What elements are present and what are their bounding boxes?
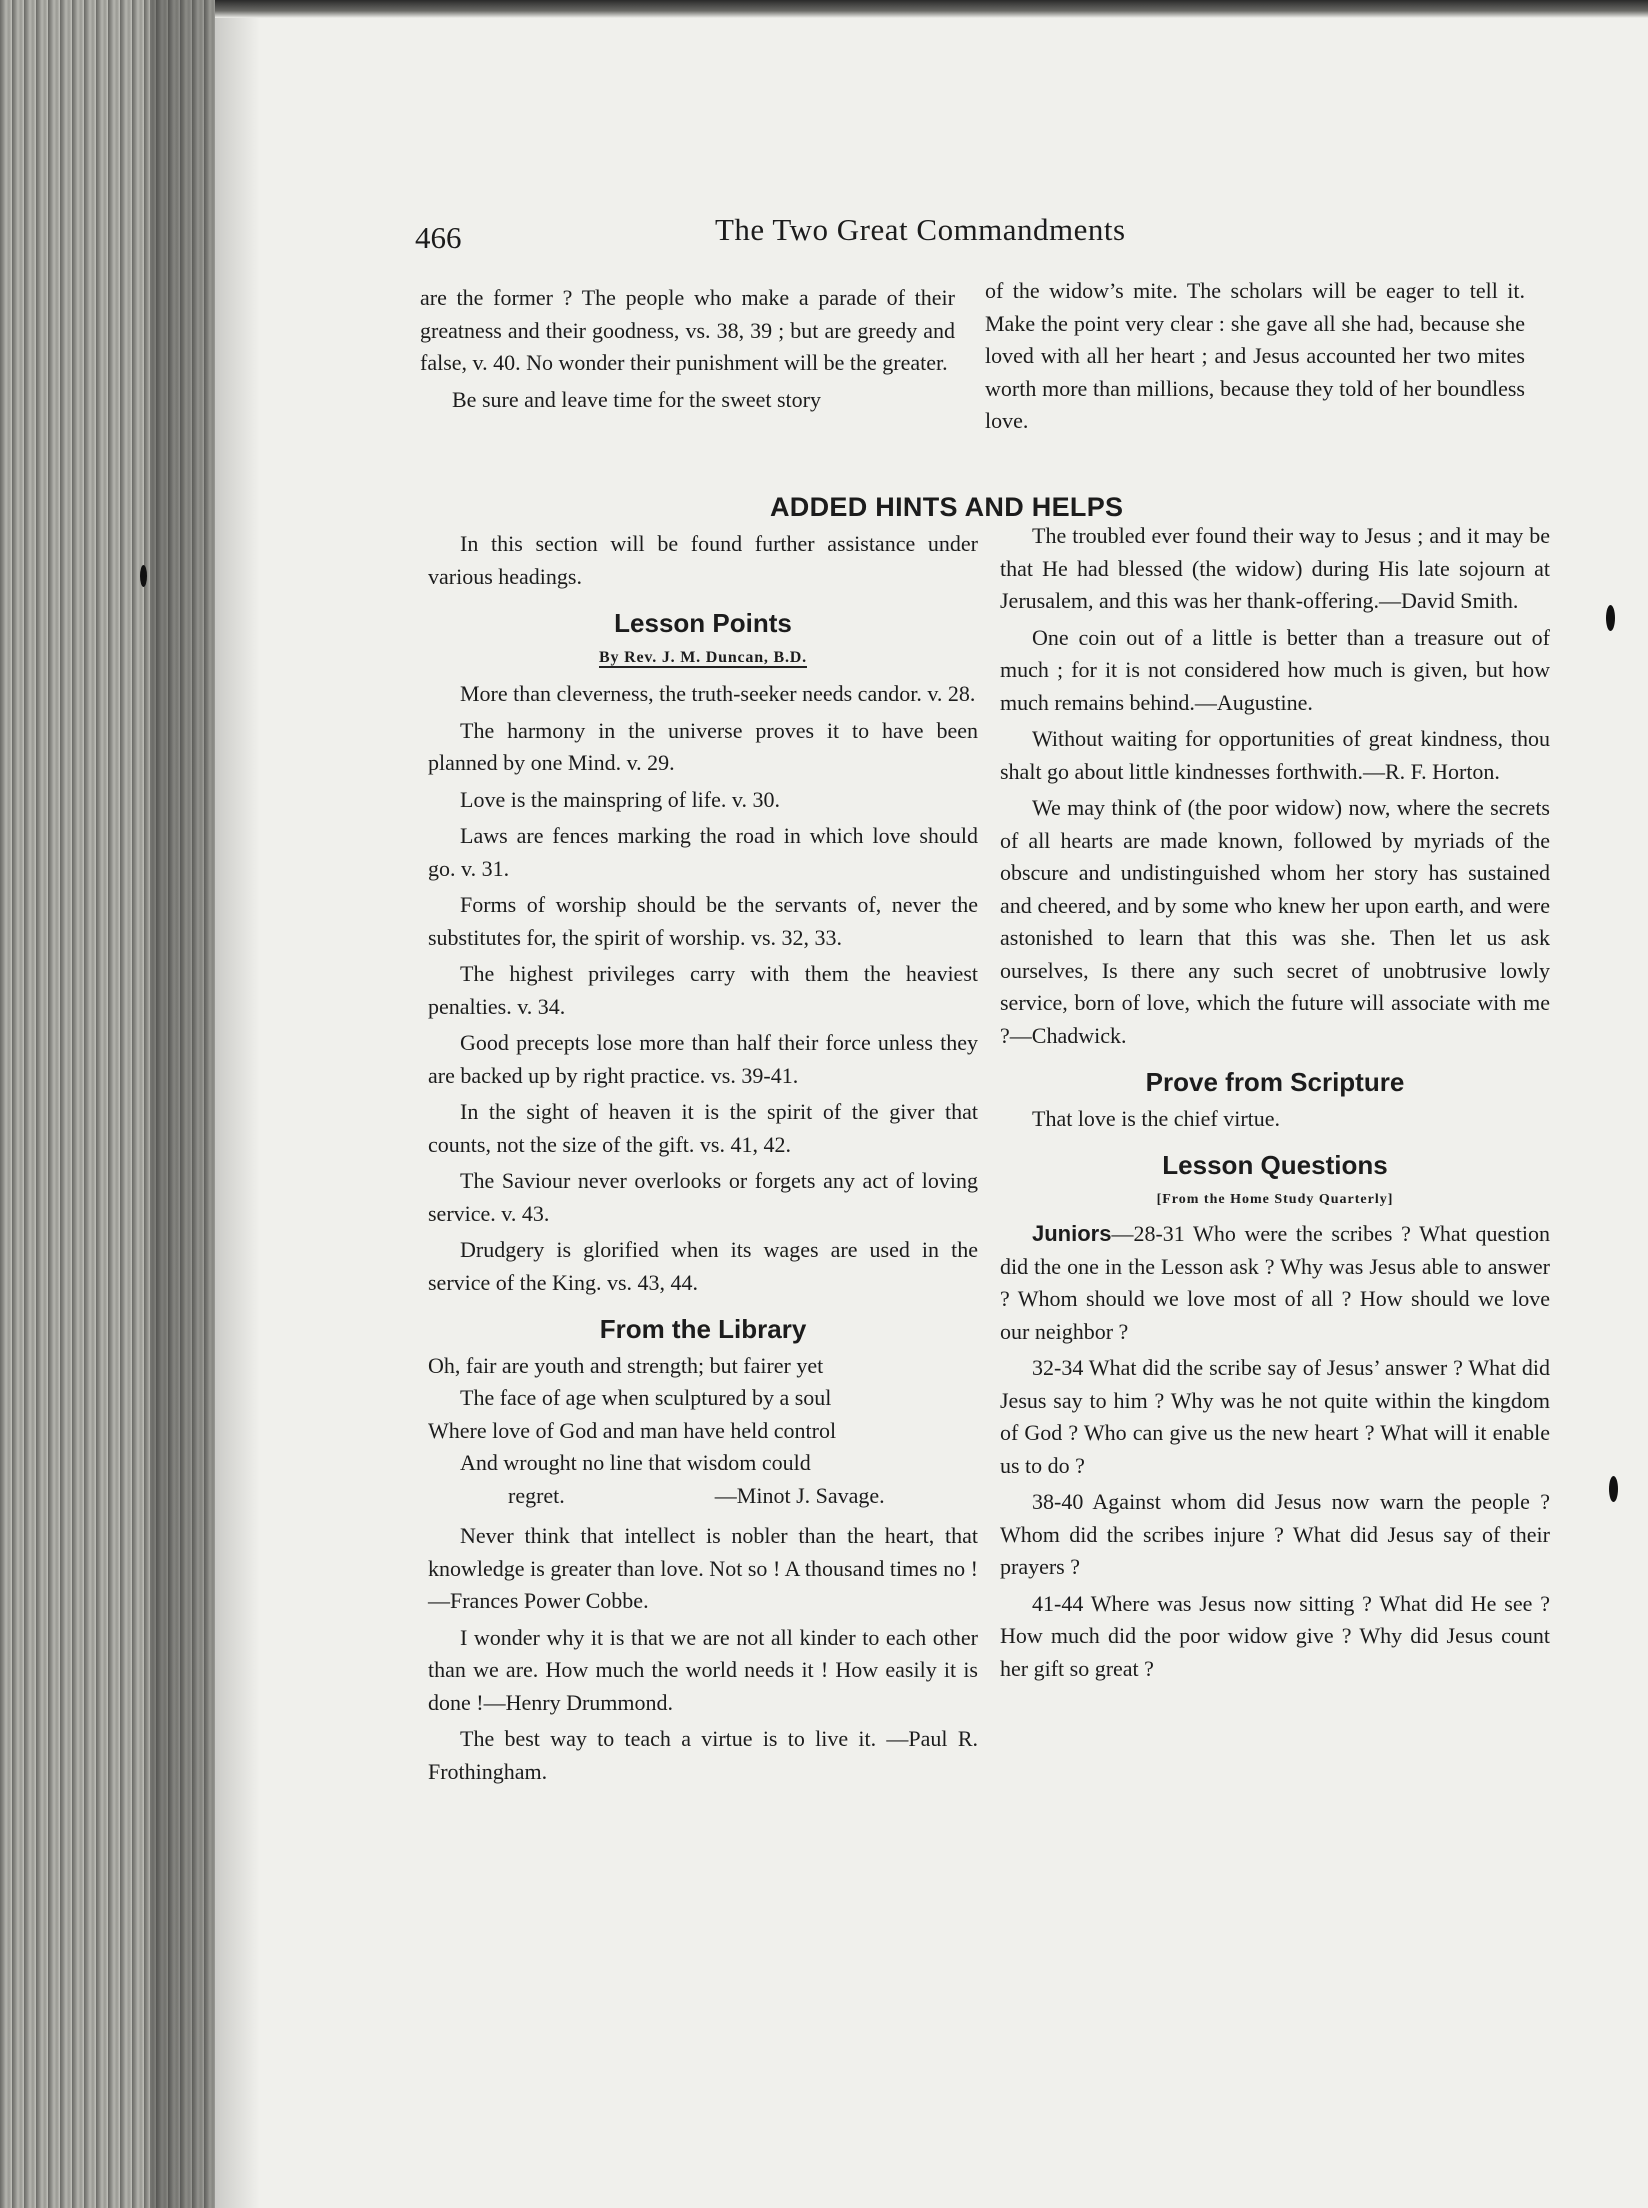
column-b [985, 275, 1525, 442]
intro-paragraph: In this section will be found further assistance under various headings. [428, 531, 978, 589]
paragraph: Be sure and leave time for the sweet story [452, 386, 821, 412]
running-title: The Two Great Commandments [715, 212, 1126, 247]
poem-line: Oh, fair are youth and strength; but fairer yet [428, 1352, 824, 1378]
poem-line: The face of age when sculptured by a soul [460, 1385, 832, 1410]
right-quote: The troubled ever found their way to Jesus ; and it may be that He had blessed (the widow) during His late sojourn at Jerusalem, and this was her thank-offering.—David Smith. [1000, 523, 1550, 613]
library-quote: I wonder why it is that we are not all kinder to each other than we are. How much the world needs it ! How easily it is done !—Henry Drummond. [428, 1624, 978, 1715]
lesson-point: The highest privileges carry with them the heaviest penalties. v. 34. [428, 961, 978, 1019]
lesson-point: Forms of worship should be the servants of, never the substitutes for, the spirit of worship. vs. 32, 33. [428, 892, 978, 950]
column-a [420, 282, 955, 420]
prove-heading: Prove from Scripture [1145, 1067, 1405, 1097]
lesson-point: The harmony in the universe proves it to have been planned by one Mind. v. 29. [428, 717, 978, 775]
lesson-point: More than cleverness, the truth-seeker needs candor. v. 28. [460, 681, 976, 706]
right-quote: One coin out of a little is better than a treasure out of much ; for it is not considered how much is given, but how much remains behind.—Augustine. [1000, 624, 1550, 715]
lesson-point: Laws are fences marking the road in which love should go. v. 31. [428, 823, 978, 881]
byline-text: By Rev. J. M. Duncan, B.D. [599, 648, 807, 666]
lesson-points-heading: Lesson Points [614, 608, 792, 638]
question-text: —28-31 Who were the scribes ? What question did the one in the Lesson ask ? Why was Jesus able to answer ? Whom should we love most of all ? How should we love our neighbor ? [1000, 1221, 1550, 1344]
section-heading: ADDED HINTS AND HELPS [770, 492, 1124, 522]
questions-source: [From the Home Study Quarterly] [1156, 1191, 1394, 1207]
paragraph: are the former ? The people who make a parade of their greatness and their goodness, vs. 38, 39 ; but are greedy and false, v. 40. No wonder their punishment will be the greater. [420, 285, 955, 375]
poem-attribution: —Minot J. Savage. [714, 1482, 885, 1508]
lesson-point: Drudgery is glorified when its wages are used in the service of the King. vs. 43, 44. [428, 1237, 978, 1295]
poem-line-final [428, 1480, 978, 1513]
poem-line: And wrought no line that wisdom could [460, 1450, 811, 1475]
right-quote: We may think of (the poor widow) now, where the secrets of all hearts are made known, followed by myriads of the obscure and undistinguished whom her story has sustained and cheered, and by some who knew her upon earth, and were astonished to learn that this was she. Then let us ask ourselves, Is there any such secret of unobtrusive lowly service, born of love, which the future will associate with me ?—Chadwick. [1000, 795, 1550, 1048]
lesson-point: In the sight of heaven it is the spirit of the giver that counts, not the size of the gift. vs. 41, 42. [428, 1099, 978, 1157]
questions-heading: Lesson Questions [1162, 1150, 1388, 1180]
lesson-point: The Saviour never overlooks or forgets any act of loving service. v. 43. [428, 1168, 978, 1226]
margin-mark [140, 565, 147, 587]
question-group [1000, 1218, 1550, 1348]
gutter-shadow [150, 0, 260, 2208]
juniors-label: Juniors [1032, 1221, 1112, 1246]
right-column [1000, 520, 1550, 1689]
top-edge [215, 0, 1648, 18]
poem [428, 1350, 978, 1513]
library-heading: From the Library [599, 1314, 807, 1344]
right-quote: Without waiting for opportunities of great kindness, thou shalt go about little kindnesses forthwith.—R. F. Horton. [1000, 726, 1550, 784]
library-quote: The best way to teach a virtue is to live it. —Paul R. Frothingham. [428, 1726, 978, 1784]
poem-line: regret. [508, 1482, 565, 1508]
paragraph: of the widow’s mite. The scholars will be eager to tell it. Make the point very clear : she gave all she had, because she loved with all her heart ; and Jesus accounted her two mites worth more than millions, because they told of her boundless love. [985, 278, 1525, 433]
margin-mark [1606, 605, 1615, 631]
question-group: 32-34 What did the scribe say of Jesus’ answer ? What did Jesus say to him ? Why was he not quite within the kingdom of God ? Who can give us the new heart ? What will it enable us to do ? [1000, 1355, 1550, 1478]
page-number: 466 [415, 220, 462, 255]
byline [428, 642, 978, 675]
question-group: 41-44 Where was Jesus now sitting ? What did He see ? How much did the poor widow give ? Why did Jesus count her gift so great ? [1000, 1590, 1550, 1681]
left-column [428, 528, 978, 1792]
prove-text: That love is the chief virtue. [1032, 1105, 1281, 1131]
margin-mark [1609, 1476, 1618, 1502]
library-quote: Never think that intellect is nobler than the heart, that knowledge is greater than love. Not so ! A thousand times no !—Frances Power Cobbe. [428, 1523, 978, 1613]
poem-line: Where love of God and man have held control [428, 1417, 837, 1443]
lesson-point: Love is the mainspring of life. v. 30. [460, 786, 780, 812]
lesson-point: Good precepts lose more than half their force unless they are backed up by right practice. vs. 39-41. [428, 1030, 978, 1088]
question-group: 38-40 Against whom did Jesus now warn the people ? Whom did the scribes injure ? What did Jesus say of their prayers ? [1000, 1489, 1550, 1579]
